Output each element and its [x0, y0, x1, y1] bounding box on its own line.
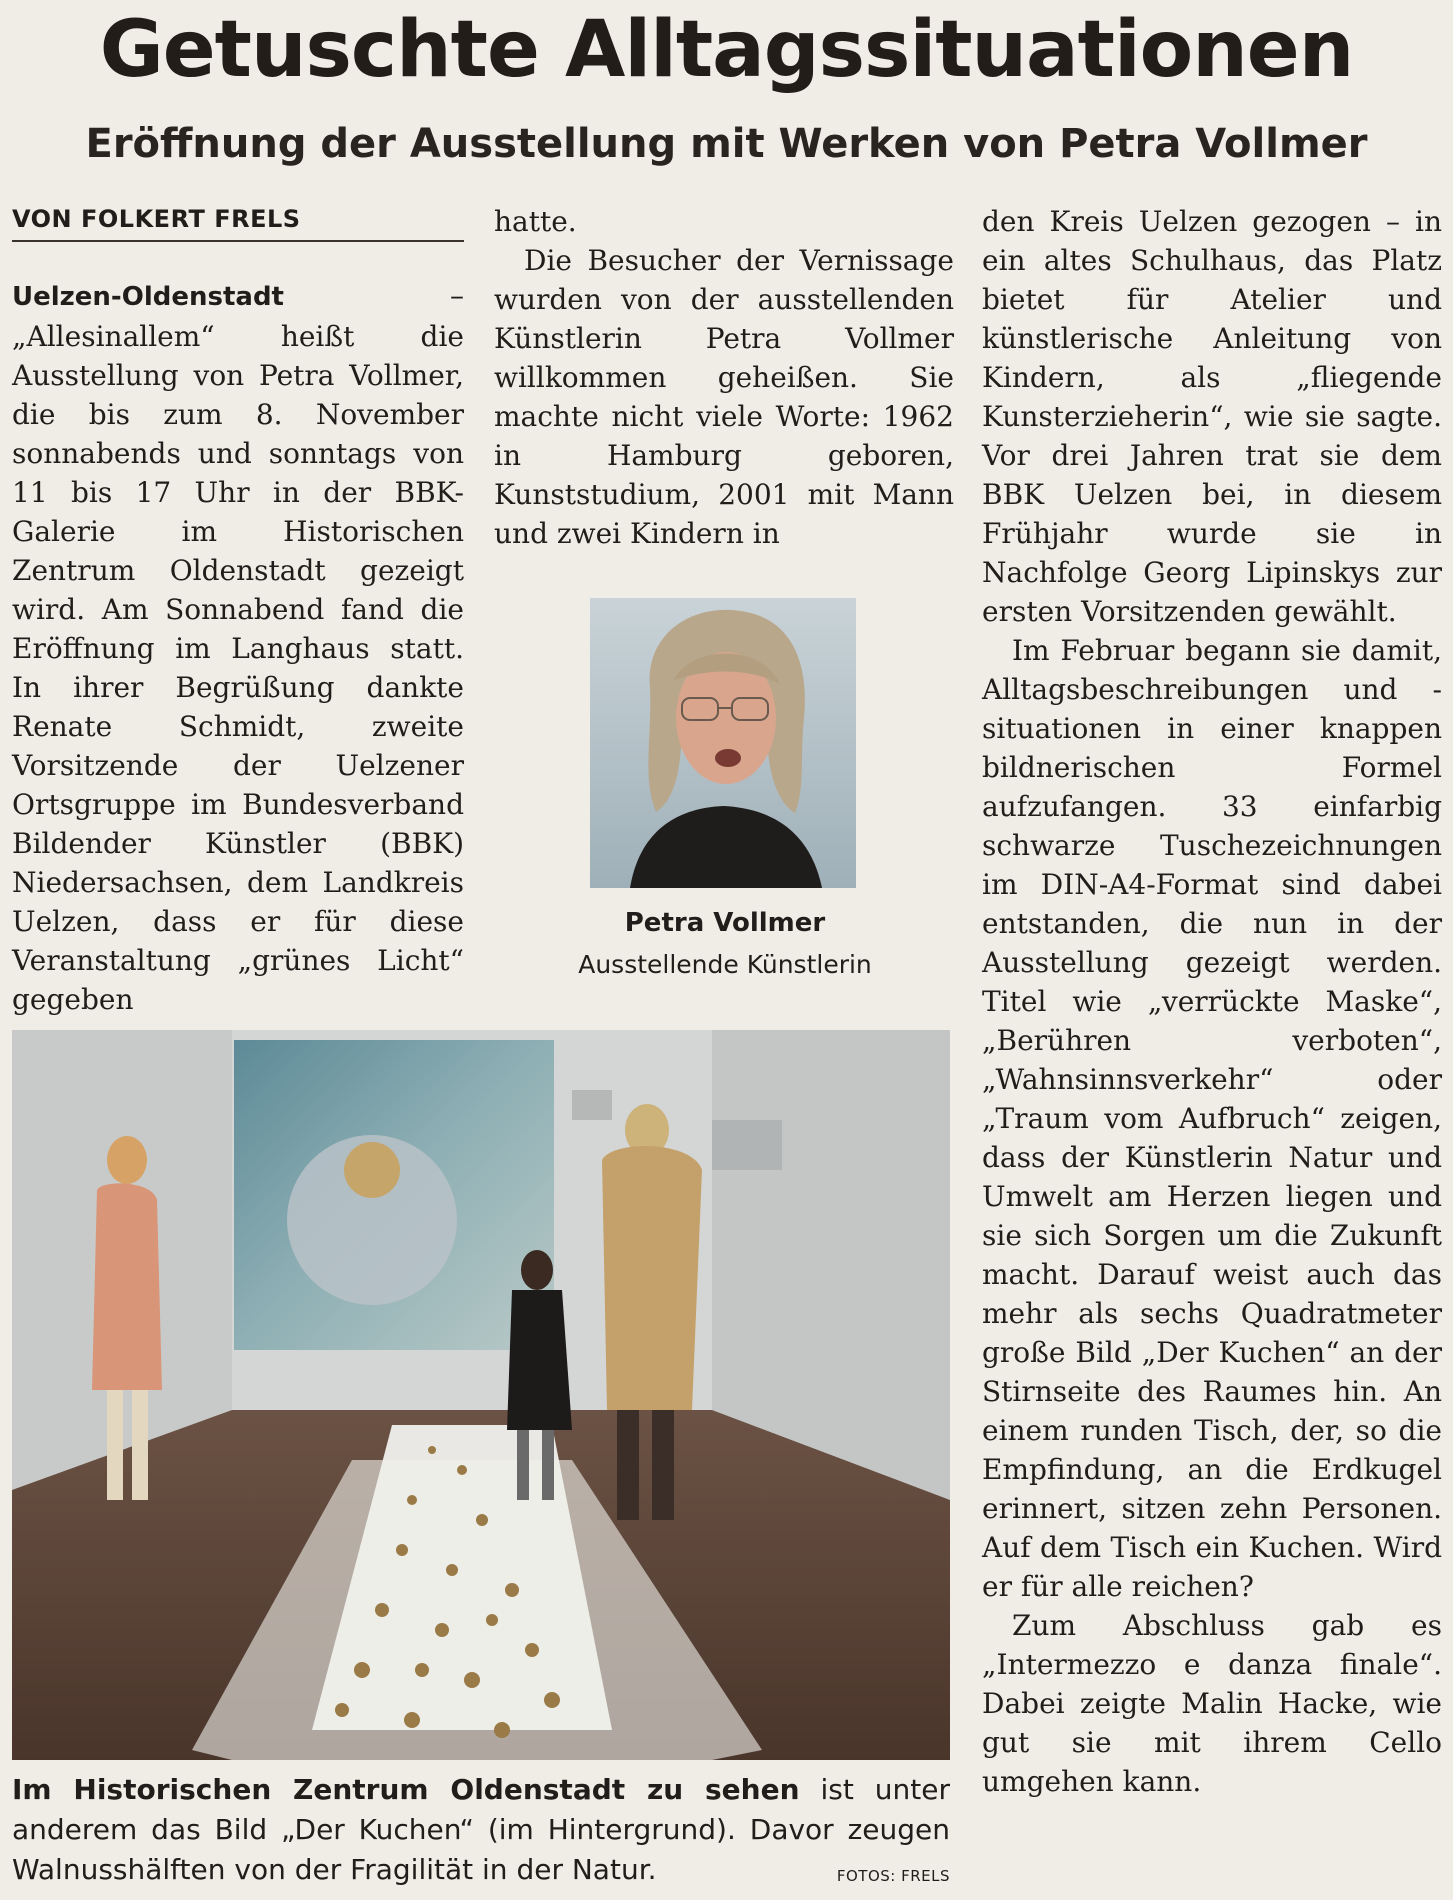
paragraph: Die Besucher der Vernissage wurden von der ausstellenden Künstlerin Petra Vollmer willkommen geheißen. Sie machte nicht viele Worte: 1962 in Hamburg geboren, Kunststudium, 2001 mit Mann und zwei Kindern in — [494, 244, 954, 550]
gallery-photo — [12, 1030, 950, 1760]
subheadline: Eröffnung der Ausstellung mit Werken von Petra Vollmer — [85, 121, 1368, 167]
paragraph: Zum Abschluss gab es „Intermezzo e danza finale“. Dabei zeigte Malin Hacke, wie gut sie mit ihrem Cello umgehen kann. — [982, 1609, 1442, 1798]
portrait-caption-name: Petra Vollmer — [624, 908, 826, 938]
gallery-illustration — [12, 1030, 950, 1760]
dateline: Uelzen-Oldenstadt — [12, 282, 284, 312]
byline: VON FOLKERT FRELS — [12, 202, 464, 242]
portrait-illustration — [590, 598, 856, 888]
article-column-2 — [494, 202, 954, 553]
headline: Getuschte Alltagssituationen — [99, 5, 1354, 95]
paragraph: den Kreis Uelzen gezogen – in ein altes Schulhaus, das Platz bietet für Atelier und künstlerische Anleitung von Kindern, als „fliegende Kunsterzieherin“, wie sie sagte. Vor drei Jahren trat sie dem BBK Uelzen bei, in diesem Frühjahr wurde sie in Nachfolge Georg Lipinskys zur ersten Vorsitzenden gewählt. — [982, 205, 1442, 628]
portrait-photo — [590, 598, 856, 888]
paragraph: Im Februar begann sie damit, Alltagsbeschreibungen und -situationen in einer knappen bildnerischen Formel aufzufangen. 33 einfarbig schwarze Tuschezeichnungen im DIN-A4-Format sind dabei entstanden, die nun in der Ausstellung gezeigt werden. Titel wie „verrückte Maske“, „Berühren verboten“, „Wahnsinnsverkehr“ oder „Traum vom Aufbruch“ zeigen, dass der Künstlerin Natur und Umwelt am Herzen liegen und sie sich Sorgen um die Zukunft macht. Darauf weist auch das mehr als sechs Quadratmeter große Bild „Der Kuchen“ an der Stirnseite des Raumes hin. An einem runden Tisch, der, so die Empfindung, an die Erdkugel erinnert, sitzen zehn Personen. Auf dem Tisch ein Kuchen. Wird er für alle reichen? — [982, 634, 1442, 1603]
photo-caption-bold: Im Historischen Zentrum Oldenstadt zu sehen — [12, 1773, 800, 1806]
photo-caption — [12, 1770, 950, 1890]
photo-caption-text: ist unter anderem das Bild „Der Kuchen“ (im Hintergrund). Davor zeugen Walnusshälften von der Fragilität in der Natur. — [12, 1773, 950, 1886]
photo-credit: FOTOS: FRELS — [836, 1867, 950, 1885]
portrait-caption-role: Ausstellende Künstlerin — [578, 950, 872, 979]
article-column-1 — [12, 276, 464, 1019]
paragraph: hatte. — [494, 205, 577, 238]
paragraph: – „Allesinallem“ heißt die Ausstellung von Petra Vollmer, die bis zum 8. November sonnabends und sonntags von 11 bis 17 Uhr in der BBK-Galerie im Historischen Zentrum Oldenstadt gezeigt wird. Am Sonnabend fand die Eröffnung im Langhaus statt. In ihrer Begrüßung dankte Renate Schmidt, zweite Vorsitzende der Uelzener Ortsgruppe im Bundesverband Bildender Künstler (BBK) Niedersachsen, dem Landkreis Uelzen, dass er für diese Veranstaltung „grünes Licht“ gegeben — [12, 279, 464, 1016]
article-column-3 — [982, 202, 1442, 1801]
